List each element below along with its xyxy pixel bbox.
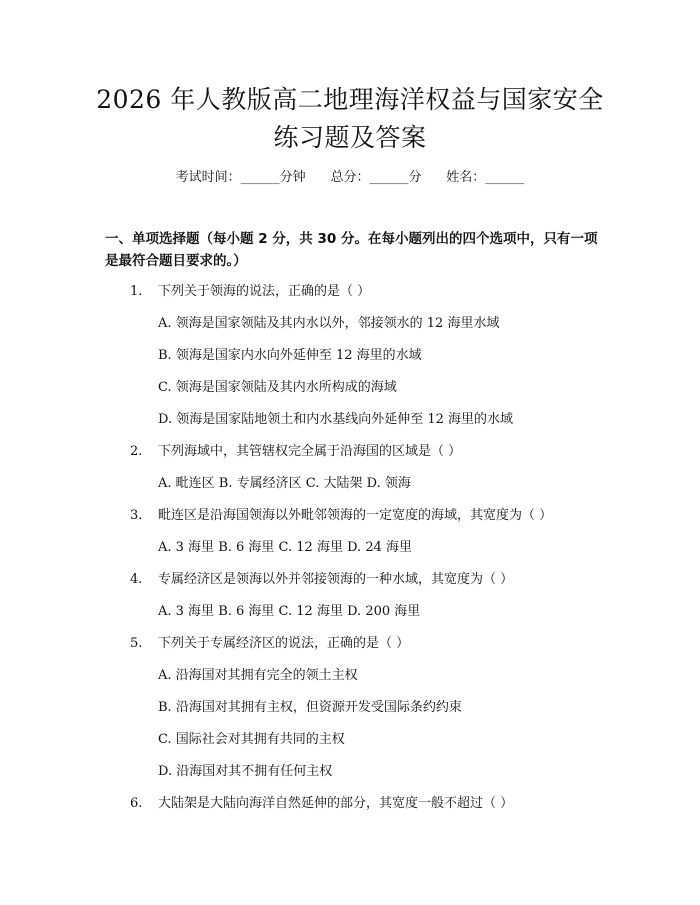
- question-number: 3.: [130, 508, 143, 523]
- question-1-option-b: B. 领海是国家内水向外延伸至 12 海里的水域: [158, 348, 422, 363]
- question-3-options: A. 3 海里 B. 6 海里 C. 12 海里 D. 24 海里: [158, 540, 412, 555]
- question-text: 大陆架是大陆向海洋自然延伸的部分，其宽度一般不超过（ ）: [158, 796, 514, 811]
- document-title-line-1: 2026 年人教版高二地理海洋权益与国家安全: [96, 85, 604, 114]
- question-1-option-d: D. 领海是国家陆地领土和内水基线向外延伸至 12 海里的水域: [158, 412, 514, 427]
- question-5-option-b: B. 沿海国对其拥有主权，但资源开发受国际条约约束: [158, 700, 462, 715]
- question-5-option-a: A. 沿海国对其拥有完全的领土主权: [158, 668, 358, 683]
- document-title-line-2: 练习题及答案: [273, 123, 427, 152]
- question-text: 下列海域中，其管辖权完全属于沿海国的区域是（ ）: [158, 444, 462, 459]
- question-4-options: A. 3 海里 B. 6 海里 C. 12 海里 D. 200 海里: [158, 604, 421, 619]
- question-number: 5.: [130, 636, 143, 651]
- question-number: 4.: [130, 572, 143, 587]
- section-heading-line-1: 一、单项选择题（每小题 2 分，共 30 分。在每小题列出的四个选项中，只有一项: [105, 231, 598, 247]
- section-heading-line-2: 是最符合题目要求的。）: [105, 253, 247, 269]
- question-number: 6.: [130, 796, 143, 811]
- question-text: 专属经济区是领海以外并邻接领海的一种水域，其宽度为（ ）: [158, 572, 514, 587]
- question-number: 1.: [130, 284, 143, 299]
- question-5: [130, 634, 409, 654]
- question-1: [130, 282, 370, 302]
- question-1-option-a: A. 领海是国家领陆及其内水以外，邻接领水的 12 海里水域: [158, 316, 500, 331]
- question-text: 下列关于专属经济区的说法，正确的是（ ）: [158, 636, 410, 651]
- question-6: [130, 794, 513, 814]
- question-1-option-c: C. 领海是国家领陆及其内水所构成的海域: [158, 380, 397, 395]
- question-2: [130, 442, 461, 462]
- question-5-option-c: C. 国际社会对其拥有共同的主权: [158, 732, 345, 747]
- exam-time-field: 考试时间：______分钟: [175, 170, 306, 185]
- question-number: 2.: [130, 444, 143, 459]
- question-5-option-d: D. 沿海国对其不拥有任何主权: [158, 764, 333, 779]
- exam-meta: [0, 168, 700, 188]
- student-name-field: 姓名：______: [446, 170, 525, 185]
- question-text: 下列关于领海的说法，正确的是（ ）: [158, 284, 371, 299]
- question-2-options: A. 毗连区 B. 专属经济区 C. 大陆架 D. 领海: [158, 476, 411, 491]
- question-text: 毗连区是沿海国领海以外毗邻领海的一定宽度的海域，其宽度为（ ）: [158, 508, 553, 523]
- total-score-field: 总分：______分: [330, 170, 422, 185]
- question-4: [130, 570, 513, 590]
- question-3: [130, 506, 552, 526]
